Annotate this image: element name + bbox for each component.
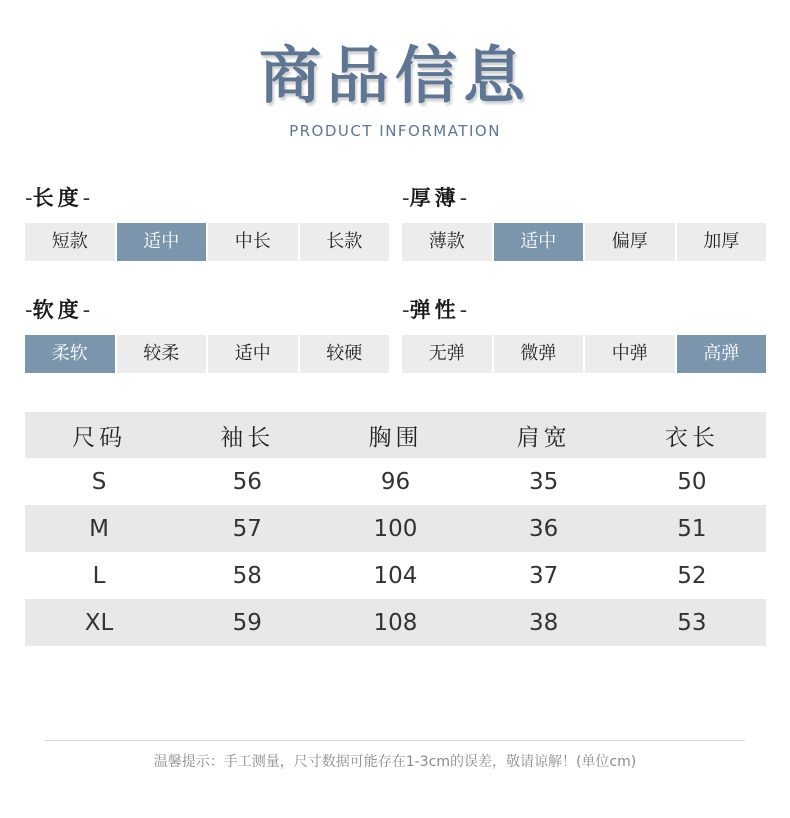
option-cell: 无弹 bbox=[402, 335, 492, 373]
footer-note: 温馨提示：手工测量，尺寸数据可能存在1-3cm的误差，敬请谅解！(单位cm) bbox=[153, 754, 637, 770]
option-cell: 适中 bbox=[117, 223, 207, 261]
attribute-options bbox=[402, 223, 766, 261]
attribute-options bbox=[402, 335, 766, 373]
option-cell: 适中 bbox=[208, 335, 298, 373]
attribute-label: -长度- bbox=[25, 186, 91, 210]
size-table bbox=[25, 412, 766, 646]
table-cell: S bbox=[91, 468, 107, 495]
option-cell: 长款 bbox=[300, 223, 390, 261]
table-cell: 58 bbox=[232, 562, 262, 589]
column-header: 衣长 bbox=[618, 412, 766, 458]
table-cell: 100 bbox=[321, 505, 469, 552]
table-cell: 51 bbox=[618, 505, 766, 552]
table-cell: 50 bbox=[677, 468, 707, 495]
attribute-elasticity bbox=[402, 295, 766, 373]
page-subtitle: PRODUCT INFORMATION bbox=[289, 122, 501, 140]
column-header: 肩宽 bbox=[470, 412, 618, 458]
option-cell: 短款 bbox=[25, 223, 115, 261]
page-title: 商品信息 bbox=[258, 39, 531, 112]
footer-divider bbox=[45, 740, 745, 741]
table-row bbox=[25, 599, 766, 646]
table-cell: L bbox=[92, 562, 106, 589]
column-header: 尺码 bbox=[25, 412, 173, 458]
table-cell: 57 bbox=[173, 505, 321, 552]
attribute-label: -软度- bbox=[25, 298, 91, 322]
option-cell: 加厚 bbox=[677, 223, 767, 261]
option-cell: 适中 bbox=[494, 223, 584, 261]
column-header: 袖长 bbox=[173, 412, 321, 458]
table-cell: 59 bbox=[173, 599, 321, 646]
attribute-label: -弹性- bbox=[402, 298, 468, 322]
option-cell: 中弹 bbox=[585, 335, 675, 373]
attribute-thickness bbox=[402, 183, 766, 261]
table-cell: 104 bbox=[373, 562, 418, 589]
table-cell: 96 bbox=[380, 468, 411, 495]
option-cell: 较硬 bbox=[300, 335, 390, 373]
table-cell: M bbox=[25, 505, 173, 552]
table-row bbox=[25, 552, 766, 599]
table-row bbox=[25, 505, 766, 552]
attribute-length bbox=[25, 183, 389, 261]
option-cell: 偏厚 bbox=[585, 223, 675, 261]
table-cell: 52 bbox=[677, 562, 707, 589]
table-cell: 38 bbox=[470, 599, 618, 646]
table-cell: 53 bbox=[618, 599, 766, 646]
table-row bbox=[25, 458, 766, 505]
table-cell: XL bbox=[25, 599, 173, 646]
attribute-options bbox=[25, 223, 389, 261]
attribute-label: -厚薄- bbox=[402, 186, 468, 210]
option-cell: 薄款 bbox=[402, 223, 492, 261]
table-header-row bbox=[25, 412, 766, 458]
option-cell: 高弹 bbox=[677, 335, 767, 373]
column-header: 胸围 bbox=[321, 412, 469, 458]
table-cell: 37 bbox=[529, 562, 559, 589]
attribute-softness bbox=[25, 295, 389, 373]
option-cell: 柔软 bbox=[25, 335, 115, 373]
option-cell: 中长 bbox=[208, 223, 298, 261]
option-cell: 微弹 bbox=[494, 335, 584, 373]
table-cell: 36 bbox=[470, 505, 618, 552]
table-cell: 56 bbox=[232, 468, 262, 495]
table-cell: 108 bbox=[321, 599, 469, 646]
table-cell: 35 bbox=[529, 468, 559, 495]
option-cell: 较柔 bbox=[117, 335, 207, 373]
attribute-options bbox=[25, 335, 389, 373]
